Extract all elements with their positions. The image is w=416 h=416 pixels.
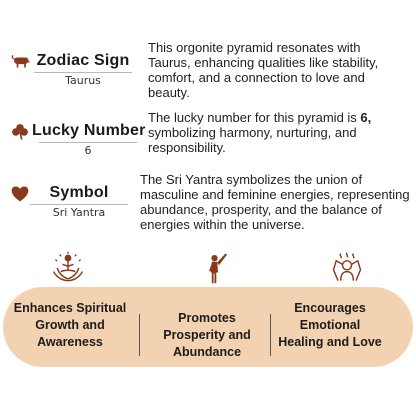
- lucky-number-value: 6: [84, 144, 92, 157]
- benefit-divider: [139, 314, 140, 356]
- divider-line: [34, 72, 132, 73]
- zodiac-description: This orgonite pyramid resonates with Taurus, enhancing qualities like stability, comfort, and a connection to love and beauty.: [148, 40, 379, 100]
- desc-bold: 6,: [360, 110, 372, 125]
- zodiac-title: Zodiac Sign: [36, 52, 130, 69]
- benefit-emotional-healing: Encourages Emotional Healing and Love: [278, 301, 382, 349]
- symbol-title: Symbol: [49, 184, 109, 201]
- lucky-number-description: [148, 110, 388, 155]
- symbol-value: Sri Yantra: [52, 206, 106, 219]
- lucky-number-label: [32, 122, 144, 157]
- symbol-label: [24, 184, 134, 219]
- benefit-spiritual-growth: Enhances Spiritual Growth and Awareness: [13, 301, 127, 349]
- victory-person-icon: [201, 250, 237, 286]
- lucky-number-title: Lucky Number: [32, 122, 146, 139]
- divider-line: [30, 204, 128, 205]
- symbol-description: The Sri Yantra symbolizes the union of masculine and feminine energies, representing abundance, prosperity, and the balance of energies within the universe.: [140, 172, 410, 232]
- healing-head-icon: [329, 250, 365, 286]
- meditation-lotus-icon: [50, 250, 86, 286]
- divider-line: [39, 142, 137, 143]
- zodiac-label: [28, 52, 138, 87]
- desc-text: symbolizing harmony, nurturing, and responsibility.: [148, 125, 357, 155]
- benefit-divider: [270, 314, 271, 356]
- desc-text: The lucky number for this pyramid is: [148, 110, 361, 125]
- bull-icon: [10, 50, 30, 70]
- zodiac-value: Taurus: [65, 74, 101, 87]
- clover-icon: [10, 122, 30, 142]
- benefit-prosperity: Promotes Prosperity and Abundance: [163, 311, 251, 359]
